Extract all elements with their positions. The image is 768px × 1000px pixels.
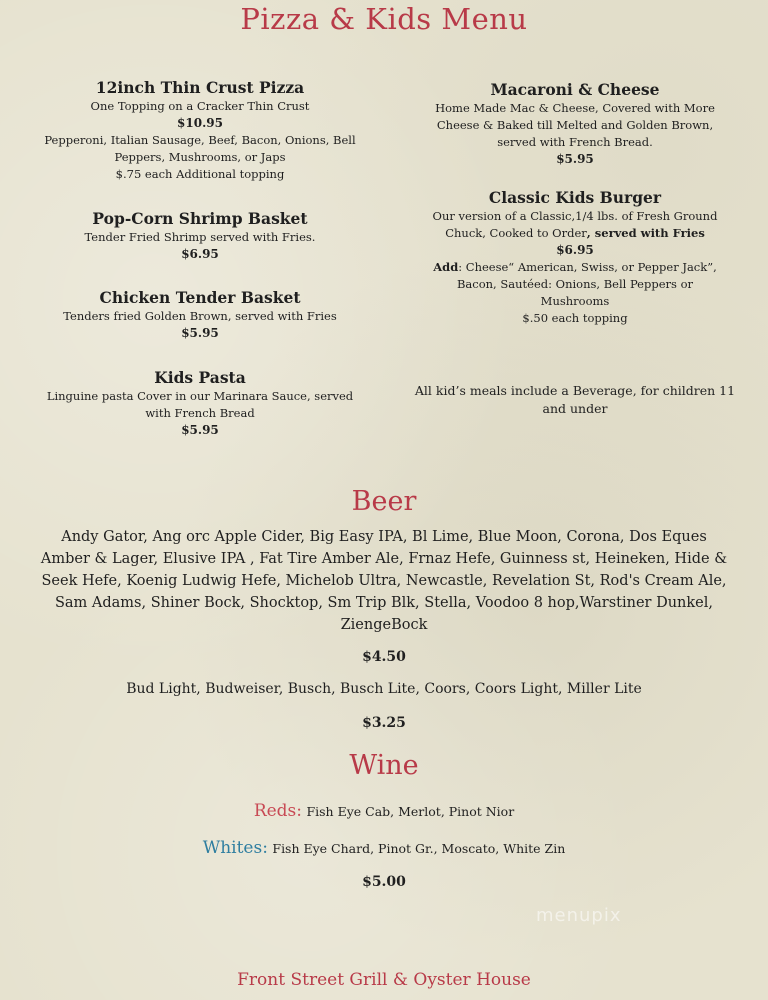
menu-item-mac-cheese	[410, 80, 740, 168]
kids-meal-note	[410, 382, 740, 418]
beer-line: Sam Adams, Shiner Bock, Shocktop, Sm Trip Blk, Stella, Voodoo 8 hop,Warstiner Dunkel,	[54, 595, 714, 611]
item-description: Tenders fried Golden Brown, served with Fries	[63, 309, 337, 323]
desc-text: Chuck, Cooked to Order	[445, 226, 587, 240]
menu-item-shrimp	[30, 209, 370, 263]
item-description	[410, 225, 740, 242]
item-description: served with French Bread.	[497, 135, 653, 149]
note-line: and under	[542, 401, 608, 416]
domestic-beer-price: $3.25	[362, 715, 406, 731]
beer-list	[28, 526, 740, 636]
item-toppings: Peppers, Mushrooms, or Japs	[114, 150, 286, 164]
item-price: $5.95	[181, 423, 219, 437]
reds-list: Fish Eye Cab, Merlot, Pinot Nior	[306, 804, 515, 819]
whites-label: Whites:	[202, 838, 268, 858]
menu-item-kids-pasta	[30, 368, 370, 439]
item-price: $6.95	[181, 247, 219, 261]
wine-whites	[0, 838, 768, 858]
item-description: Our version of a Classic,1/4 lbs. of Fresh Ground	[432, 209, 718, 223]
item-name: Pop-Corn Shrimp Basket	[92, 209, 308, 228]
item-description: Tender Fried Shrimp served with Fries.	[84, 230, 316, 244]
beer-line: Amber & Lager, Elusive IPA , Fat Tire Amber Ale, Frnaz Hefe, Guinness st, Heineken, Hide &	[40, 551, 728, 567]
page-title: Pizza & Kids Menu	[240, 2, 528, 36]
item-description: Home Made Mac & Cheese, Covered with More	[435, 101, 715, 115]
wine-title: Wine	[349, 750, 419, 781]
whites-list: Fish Eye Chard, Pinot Gr., Moscato, White Zin	[272, 841, 566, 856]
add-label: Add	[433, 260, 459, 274]
item-name: Chicken Tender Basket	[99, 288, 301, 307]
item-name: 12inch Thin Crust Pizza	[95, 78, 305, 97]
add-ons: Mushrooms	[540, 294, 610, 308]
wine-reds	[0, 801, 768, 821]
add-text: : Cheese“ American, Swiss, or Pepper Jack”,	[458, 260, 717, 274]
beer-price: $4.50	[362, 649, 406, 665]
menu-item-chicken	[30, 288, 370, 342]
domestic-beer-list: Bud Light, Budweiser, Busch, Busch Lite, Coors, Coors Light, Miller Lite	[126, 681, 642, 697]
menu-item-kids-burger	[410, 188, 740, 327]
beer-line: ZiengeBock	[340, 617, 428, 633]
add-on-price: $.50 each topping	[522, 311, 628, 325]
menu-item-pizza	[30, 78, 370, 183]
note-line: All kid’s meals include a Beverage, for children 11	[414, 383, 736, 398]
item-price: $5.95	[556, 152, 594, 166]
watermark: menupix	[536, 905, 622, 926]
item-name: Classic Kids Burger	[488, 188, 662, 207]
item-description: Linguine pasta Cover in our Marinara Sauce, served	[46, 389, 354, 403]
footer-restaurant-name: Front Street Grill & Oyster House	[237, 970, 531, 990]
item-description: One Topping on a Cracker Thin Crust	[90, 99, 310, 113]
add-ons	[410, 259, 740, 276]
item-name: Kids Pasta	[154, 368, 246, 387]
item-description: Cheese & Baked till Melted and Golden Brown,	[436, 118, 714, 132]
item-price: $10.95	[177, 116, 223, 130]
beer-title: Beer	[351, 486, 417, 517]
item-price: $6.95	[556, 243, 594, 257]
item-price: $5.95	[181, 326, 219, 340]
reds-label: Reds:	[253, 801, 303, 821]
add-ons: Bacon, Sautéed: Onions, Bell Peppers or	[456, 277, 693, 291]
item-description: with French Bread	[145, 406, 255, 420]
desc-bold-text: , served with Fries	[586, 226, 705, 240]
beer-line: Andy Gator, Ang orc Apple Cider, Big Easy IPA, Bl Lime, Blue Moon, Corona, Dos Eques	[61, 529, 707, 545]
beer-line: Seek Hefe, Koenig Ludwig Hefe, Michelob Ultra, Newcastle, Revelation St, Rod's Cream Ale,	[41, 573, 727, 589]
item-topping-price: $.75 each Additional topping	[115, 167, 285, 181]
wine-price: $5.00	[362, 874, 406, 890]
item-name: Macaroni & Cheese	[490, 80, 660, 99]
item-toppings: Pepperoni, Italian Sausage, Beef, Bacon, Onions, Bell	[44, 133, 356, 147]
